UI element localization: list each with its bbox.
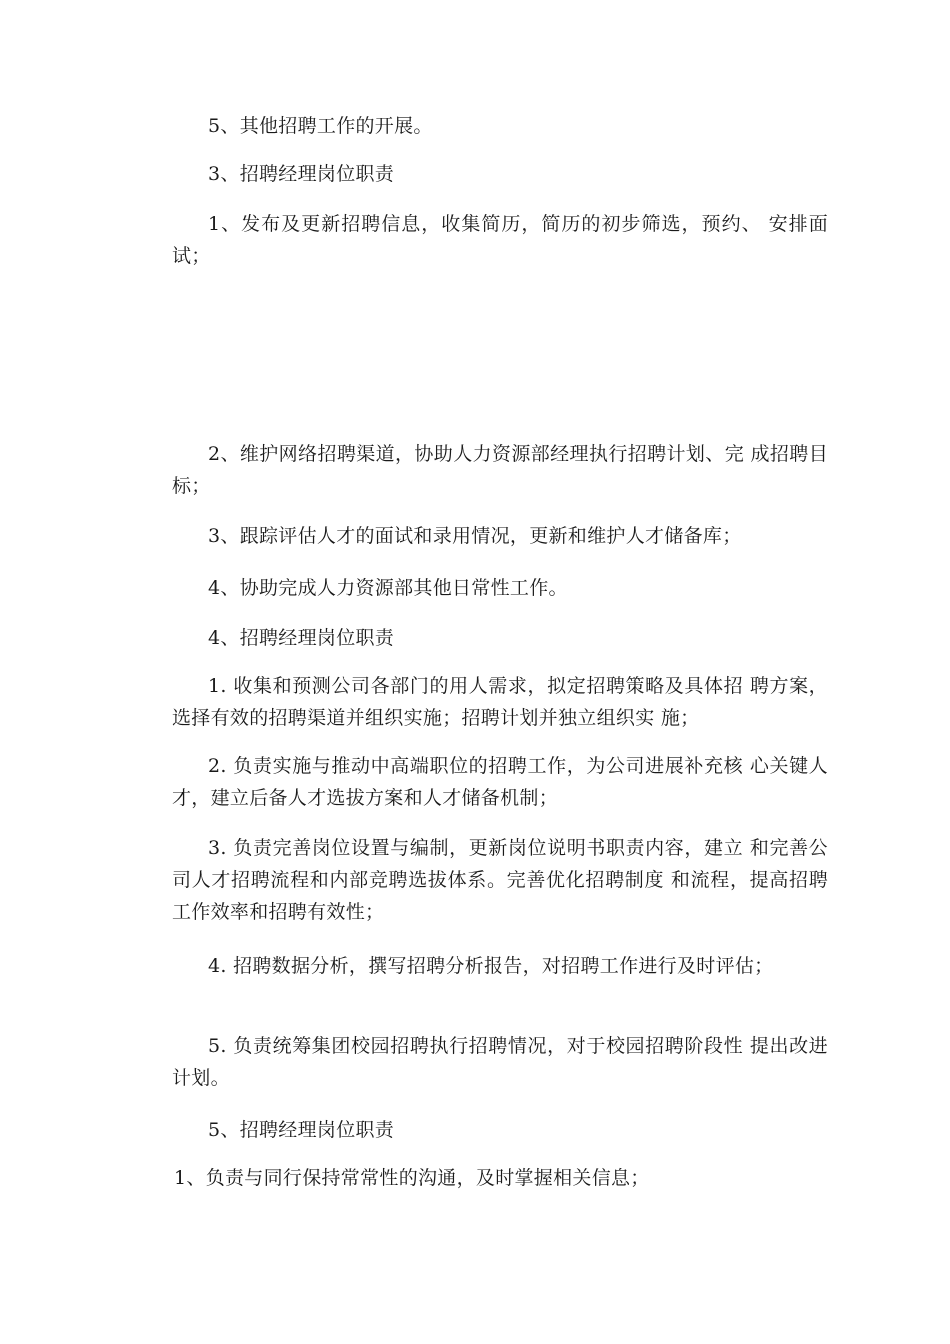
paragraph-duty-demand: 1. 收集和预测公司各部门的用人需求，拟定招聘策略及具体招 聘方案，选择有效的招聘渠道并组织实施；招聘计划并独立组织实 施； bbox=[172, 675, 828, 729]
paragraph-duty-channels: 2、维护网络招聘渠道，协助人力资源部经理执行招聘计划、完 成招聘目标； bbox=[172, 443, 828, 497]
paragraph-duty-campus: 5. 负责统筹集团校园招聘执行招聘情况，对于校园招聘阶段性 提出改进计划。 bbox=[172, 1035, 828, 1089]
section-heading-4: 4、招聘经理岗位职责 bbox=[208, 627, 395, 649]
section-heading-3: 3、招聘经理岗位职责 bbox=[208, 163, 395, 185]
paragraph-other-recruiting: 5、其他招聘工作的开展。 bbox=[208, 115, 433, 137]
paragraph-duty-publish: 1、发布及更新招聘信息，收集简历，简历的初步筛选，预约、 安排面试； bbox=[172, 213, 828, 267]
paragraph-duty-structure: 3. 负责完善岗位设置与编制，更新岗位说明书职责内容，建立 和完善公司人才招聘流程和内部竞聘选拔体系。完善优化招聘制度 和流程，提高招聘工作效率和招聘有效性； bbox=[172, 837, 828, 923]
paragraph-duty-peers: 1、负责与同行保持常常性的沟通，及时掌握相关信息； bbox=[174, 1167, 650, 1189]
paragraph-duty-tracking: 3、跟踪评估人才的面试和录用情况，更新和维护人才储备库； bbox=[208, 525, 742, 547]
paragraph-duty-assist: 4、协助完成人力资源部其他日常性工作。 bbox=[208, 577, 568, 599]
paragraph-duty-senior: 2. 负责实施与推动中高端职位的招聘工作，为公司进展补充核 心关键人才，建立后备人才选拔方案和人才储备机制； bbox=[172, 755, 828, 809]
section-heading-5: 5、招聘经理岗位职责 bbox=[208, 1119, 395, 1141]
paragraph-duty-analysis: 4. 招聘数据分析，撰写招聘分析报告，对招聘工作进行及时评估； bbox=[208, 955, 774, 977]
